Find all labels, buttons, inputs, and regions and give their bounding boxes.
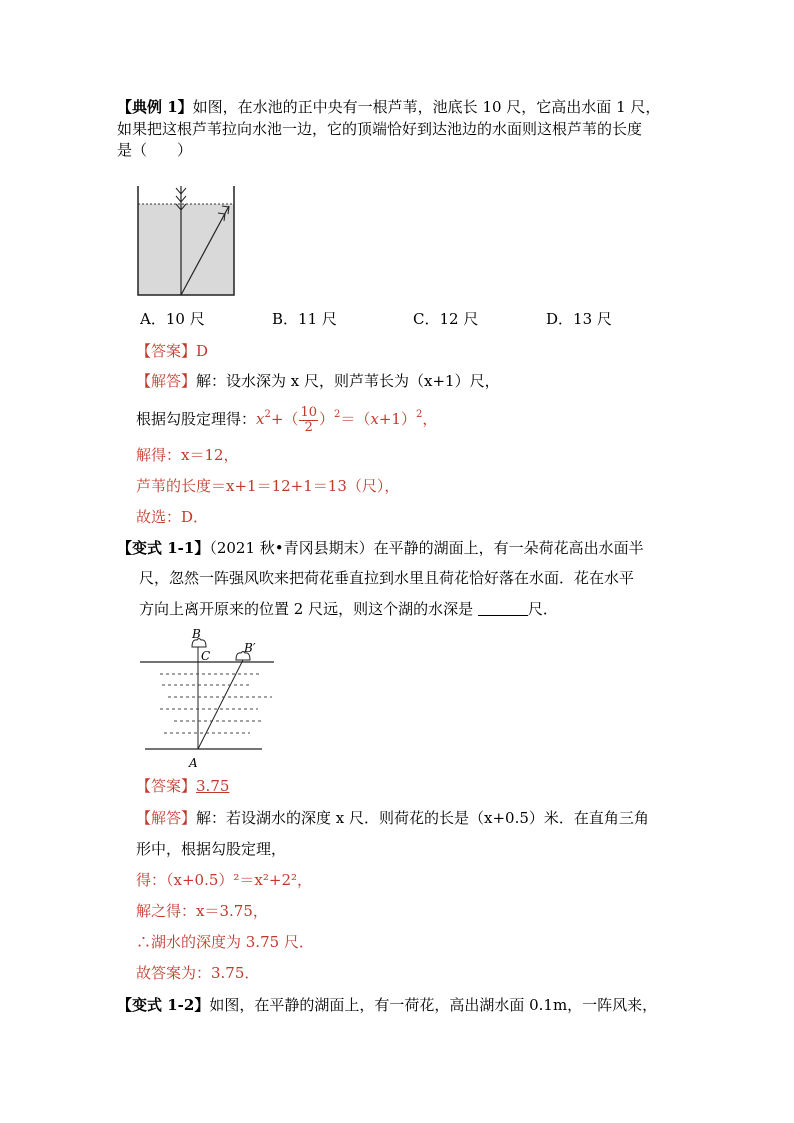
variant-1-1-question-1: （2021 秋•青冈县期末）在平静的湖面上，有一朵荷花高出水面半	[209, 539, 644, 557]
example-1-solution-3: 解得：x＝12，	[136, 446, 239, 464]
example-1-line-2: 如果把这根芦苇拉向水池一边，它的顶端恰好到达池边的水面则这根芦苇的长度	[117, 120, 643, 138]
water-dashes	[160, 674, 272, 733]
option-b[interactable]: B．11 尺	[272, 310, 337, 328]
fraction-numerator: 10	[300, 404, 317, 420]
option-d[interactable]: D．13 尺	[546, 310, 612, 328]
variant-1-1-line-1	[117, 538, 644, 558]
answer-value: 3.75	[196, 777, 230, 795]
answer-value: D	[196, 342, 209, 360]
solution-tag: 【解答】	[136, 372, 197, 390]
fraction-denominator: 2	[304, 419, 313, 435]
example-1-line-3: 是（ ）	[117, 141, 193, 159]
variant-1-1-solution-5: ∴湖水的深度为 3.75 尺．	[136, 933, 314, 951]
variant-1-1-solution-1	[136, 808, 649, 828]
example-1-question-1: 如图，在水池的正中央有一根芦苇，池底长 10 尺，它高出水面 1 尺，	[192, 98, 661, 116]
example-1-solution-5: 故选：D．	[136, 508, 209, 526]
variant-1-1-solution-3: 得：（x+0.5）²＝x²+2²，	[136, 871, 312, 889]
variant-1-1-question-3b: 尺．	[527, 600, 558, 618]
solution-tag: 【解答】	[136, 809, 197, 827]
fraction	[299, 406, 318, 435]
label-b-prime: B′	[244, 641, 256, 655]
option-a[interactable]: A．10 尺	[140, 310, 205, 328]
pond-reed-figure	[130, 180, 240, 300]
variant-1-1-line-3	[139, 599, 558, 619]
label-b: B	[192, 627, 201, 641]
pond-water	[138, 204, 234, 295]
variant-1-1-question-3a: 方向上离开原来的位置 2 尺远，则这个湖的水深是	[139, 600, 474, 618]
stem-slanted	[198, 660, 243, 749]
label-c: C	[201, 649, 211, 663]
option-c[interactable]: C．12 尺	[413, 310, 479, 328]
solution-text-1: 解：设水深为 x 尺，则芦苇长为（x+1）尺，	[196, 372, 500, 390]
example-1-line-1	[117, 97, 660, 117]
variant-1-1-answer-line	[136, 776, 229, 796]
answer-blank	[478, 601, 528, 616]
example-1-solution-2: 根据勾股定理得：$x^2+$（ $\frac{10}{2}$ ）$^2=(x+1)^2$，	[136, 404, 438, 435]
variant-1-2-tag: 【变式 1-2】	[117, 996, 210, 1014]
variant-1-2-line-1	[117, 995, 657, 1015]
variant-1-1-solution-2: 形中，根据勾股定理，	[136, 840, 287, 858]
answer-tag: 【答案】	[136, 342, 197, 360]
variant-1-1-solution-6: 故答案为：3.75．	[136, 964, 260, 982]
variant-1-1-line-2: 尺，忽然一阵强风吹来把荷花垂直拉到水里且荷花恰好落在水面．花在水平	[139, 569, 635, 587]
lake-lotus-figure	[140, 625, 280, 770]
example-1-tag: 【典例 1】	[117, 98, 193, 116]
example-1-solution-1	[136, 371, 500, 391]
solution-text-2-prefix: 根据勾股定理得：	[136, 410, 257, 428]
variant-1-1-tag: 【变式 1-1】	[117, 539, 210, 557]
variant-1-2-question-1: 如图，在平静的湖面上，有一荷花，高出湖水面 0.1m，一阵风来，	[209, 996, 658, 1014]
variant-1-1-solution-4: 解之得：x＝3.75，	[136, 902, 268, 920]
example-1-answer-line	[136, 341, 208, 361]
example-1-solution-4: 芦苇的长度＝x+1＝12+1＝13（尺），	[136, 477, 400, 495]
answer-tag: 【答案】	[136, 777, 197, 795]
label-a: A	[189, 756, 198, 770]
solution-text-1: 解：若设湖水的深度 x 尺．则荷花的长是（x+0.5）米．在直角三角	[196, 809, 649, 827]
